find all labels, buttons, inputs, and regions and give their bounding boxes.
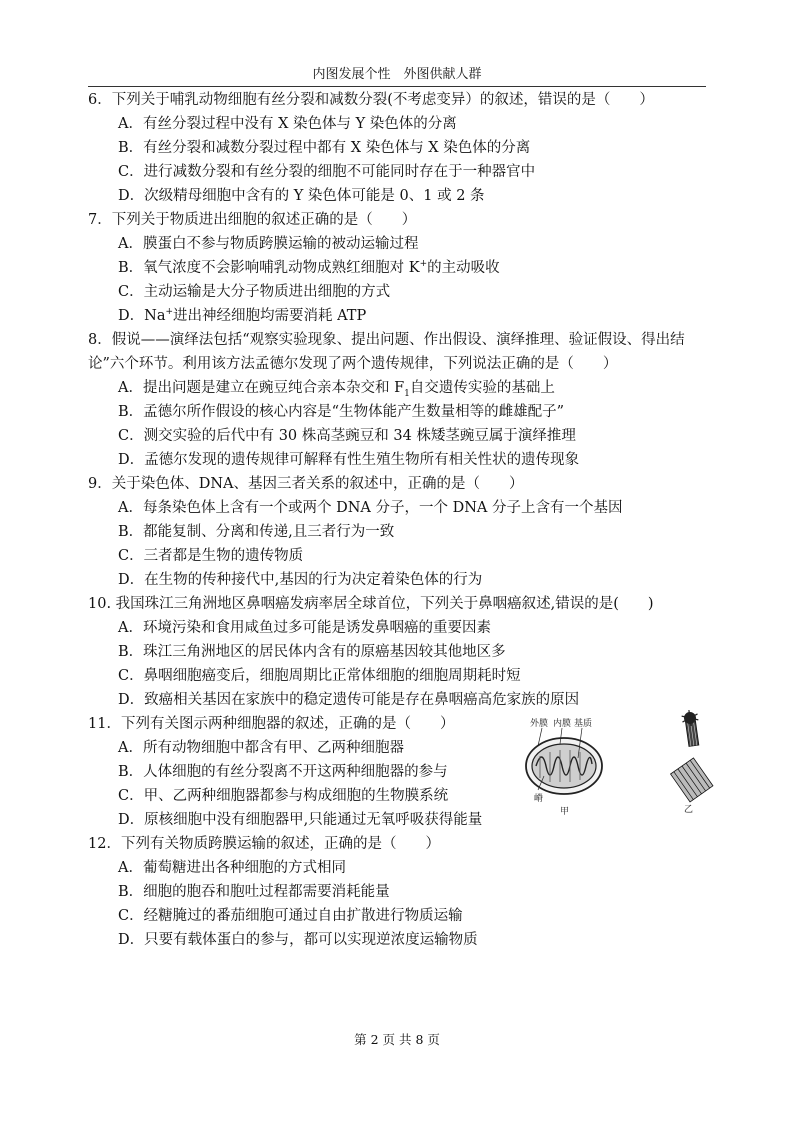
question-9-option-d: D．在生物的传种接代中,基因的行为决定着染色体的行为 xyxy=(118,572,483,588)
superscript: + xyxy=(419,259,428,270)
question-12-option-b: B．细胞的胞吞和胞吐过程都需要消耗能量 xyxy=(118,884,390,900)
question-9-option-c: C．三者都是生物的遗传物质 xyxy=(118,548,304,564)
question-8-option-b: B．孟德尔所作假设的核心内容是“生物体能产生数量相等的雌雄配子” xyxy=(118,404,564,420)
question-7-option-b xyxy=(118,256,712,280)
question-8-option-c: C．测交实验的后代中有 30 株高茎豌豆和 34 株矮茎豌豆属于演绎推理 xyxy=(118,428,576,444)
question-12-option-a: A．葡萄糖进出各种细胞的方式相同 xyxy=(118,860,346,876)
question-12-stem: 12．下列有关物质跨膜运输的叙述，正确的是（ ） xyxy=(88,836,440,852)
question-8-stem: 8．假说——演绎法包括“观察实验现象、提出问题、作出假设、演绎推理、验证假设、得出结论”六个环节。利用该方法孟德尔发现了两个遗传规律，下列说法正确的是（ ） xyxy=(88,332,685,372)
label-cristae: 嵴 xyxy=(534,794,544,804)
question-12-option-c: C．经糖腌过的番茄细胞可通过自由扩散进行物质运输 xyxy=(118,908,463,924)
label-inner-membrane: 内膜 xyxy=(553,719,572,729)
label-matrix: 基质 xyxy=(574,719,593,729)
centriole-drawing xyxy=(671,709,713,802)
question-6-option-a: A．有丝分裂过程中没有 X 染色体与 Y 染色体的分离 xyxy=(118,116,457,132)
question-8-option-a xyxy=(118,376,712,400)
question-11-option-d: D．原核细胞中没有细胞器甲,只能通过无氧呼吸获得能量 xyxy=(118,812,483,828)
superscript: + xyxy=(165,307,174,318)
question-10-option-d: D．致癌相关基因在家族中的稳定遗传可能是存在鼻咽癌高危家族的原因 xyxy=(118,692,580,708)
question-7-option-d xyxy=(118,304,712,328)
question-10-option-a: A．环境污染和食用咸鱼过多可能是诱发鼻咽癌的重要因素 xyxy=(118,620,491,636)
label-jia: 甲 xyxy=(560,807,570,817)
option-text: 的主动吸收 xyxy=(427,260,500,276)
question-6-stem: 6．下列关于哺乳动物细胞有丝分裂和减数分裂(不考虑变异）的叙述，错误的是（ ） xyxy=(88,92,654,108)
question-9-option-b: B．都能复制、分离和传递,且三者行为一致 xyxy=(118,524,395,540)
question-11-option-b: B．人体细胞的有丝分裂离不开这两种细胞器的参与 xyxy=(118,764,448,780)
question-9-stem: 9．关于染色体、DNA、基因三者关系的叙述中，正确的是（ ） xyxy=(88,476,524,492)
question-7-stem: 7．下列关于物质进出细胞的叙述正确的是（ ） xyxy=(88,212,417,228)
subscript: 1 xyxy=(404,388,410,399)
page-footer: 第 2 页 共 8 页 xyxy=(354,1032,440,1047)
label-yi: 乙 xyxy=(684,805,694,815)
option-text: 进出神经细胞均需要消耗 ATP xyxy=(173,308,367,324)
question-8-option-d: D．孟德尔发现的遗传规律可解释有性生殖生物所有相关性状的遗传现象 xyxy=(118,452,580,468)
question-11-option-a: A．所有动物细胞中都含有甲、乙两种细胞器 xyxy=(118,740,404,756)
question-6-option-d: D．次级精母细胞中含有的 Y 染色体可能是 0、1 或 2 条 xyxy=(118,188,485,204)
question-7-option-a: A．膜蛋白不参与物质跨膜运输的被动运输过程 xyxy=(118,236,419,252)
question-10-option-b: B．珠江三角洲地区的居民体内含有的原癌基因较其他地区多 xyxy=(118,644,506,660)
option-text: D．Na xyxy=(118,308,166,324)
option-text: A．提出问题是建立在豌豆纯合亲本杂交和 F xyxy=(118,380,405,396)
question-10-stem: 10. 我国珠江三角洲地区鼻咽癌发病率居全球首位，下列关于鼻咽癌叙述,错误的是( ) xyxy=(88,596,654,612)
question-11-stem: 11．下列有关图示两种细胞器的叙述，正确的是（ ） xyxy=(88,716,455,732)
organelle-figure xyxy=(520,706,720,818)
question-12-option-d: D．只要有载体蛋白的参与，都可以实现逆浓度运输物质 xyxy=(118,932,478,948)
label-outer-membrane: 外膜 xyxy=(530,719,549,729)
option-text: 自交遗传实验的基础上 xyxy=(409,380,555,396)
question-9-option-a: A．每条染色体上含有一个或两个 DNA 分子，一个 DNA 分子上含有一个基因 xyxy=(118,500,623,516)
option-text: B．氧气浓度不会影响哺乳动物成熟红细胞对 K xyxy=(118,260,420,276)
page-header: 内图发展个性 外图供献人群 xyxy=(88,64,706,87)
question-6-option-b: B．有丝分裂和减数分裂过程中都有 X 染色体与 X 染色体的分离 xyxy=(118,140,531,156)
question-6-option-c: C．进行减数分裂和有丝分裂的细胞不可能同时存在于一种器官中 xyxy=(118,164,536,180)
mitochondrion-drawing xyxy=(526,728,602,794)
question-10-option-c: C．鼻咽细胞癌变后，细胞周期比正常体细胞的细胞周期耗时短 xyxy=(118,668,521,684)
question-11-option-c: C．甲、乙两种细胞器都参与构成细胞的生物膜系统 xyxy=(118,788,449,804)
question-7-option-c: C．主动运输是大分子物质进出细胞的方式 xyxy=(118,284,391,300)
